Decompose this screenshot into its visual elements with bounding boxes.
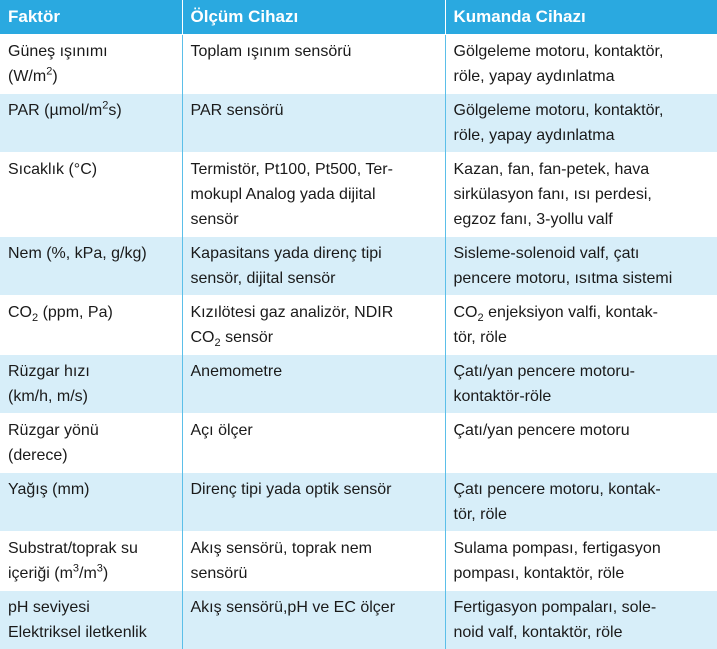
cell-text: PAR sensörü xyxy=(190,101,284,119)
cell-factor xyxy=(0,472,182,531)
cell-text: Gölgeleme motoru, kontaktör, xyxy=(453,42,664,60)
cell-control-device xyxy=(445,413,717,472)
cell-line xyxy=(454,64,710,89)
cell-text: Kazan, fan, fan-petek, hava xyxy=(453,160,650,178)
cell-line xyxy=(8,384,174,409)
cell-line xyxy=(454,241,710,266)
cell-line xyxy=(454,182,710,207)
cell-text: s) xyxy=(108,101,122,119)
cell-text: Nem (%, kPa, g/kg) xyxy=(8,244,147,262)
cell-line xyxy=(454,123,710,148)
cell-measurement-device xyxy=(182,152,445,236)
table-row xyxy=(0,590,717,649)
table-row xyxy=(0,413,717,472)
cell-line xyxy=(191,418,437,443)
cell-line xyxy=(191,157,437,182)
cell-line xyxy=(454,477,710,502)
cell-line xyxy=(8,595,174,620)
cell-control-device xyxy=(445,472,717,531)
cell-control-device xyxy=(445,354,717,413)
table-row xyxy=(0,152,717,236)
cell-text: Termistör, Pt100, Pt500, Ter- xyxy=(190,160,393,178)
cell-line xyxy=(191,561,437,586)
cell-text: pompası, kontaktör, röle xyxy=(453,564,625,582)
cell-measurement-device xyxy=(182,531,445,590)
cell-line xyxy=(454,359,710,384)
cell-line xyxy=(454,536,710,561)
cell-text: 2 xyxy=(102,99,109,112)
cell-line xyxy=(191,477,437,502)
cell-control-device xyxy=(445,531,717,590)
cell-text: sensör, dijital sensör xyxy=(190,269,336,287)
cell-line xyxy=(8,536,174,561)
cell-text: 3 xyxy=(96,562,103,575)
cell-control-device xyxy=(445,34,717,93)
cell-text: Çatı/yan pencere motoru- xyxy=(453,362,635,380)
table-row xyxy=(0,472,717,531)
cell-text: kontaktör-röle xyxy=(453,387,552,405)
table-row xyxy=(0,236,717,295)
cell-text: Akış sensörü,pH ve EC ölçer xyxy=(190,598,396,616)
cell-line xyxy=(191,39,437,64)
cell-line xyxy=(8,620,174,645)
cell-text: egzoz fanı, 3-yollu valf xyxy=(453,210,613,228)
cell-line xyxy=(454,266,710,291)
cell-text: Kapasitans yada direnç tipi xyxy=(190,244,382,262)
cell-measurement-device xyxy=(182,34,445,93)
cell-text: Çatı pencere motoru, kontak- xyxy=(453,480,661,498)
cell-text: 2 xyxy=(32,311,39,324)
cell-text: Çatı/yan pencere motoru xyxy=(453,421,630,439)
cell-text: Sulama pompası, fertigasyon xyxy=(453,539,661,557)
cell-text: pencere motoru, ısıtma sistemi xyxy=(453,269,673,287)
cell-text: CO xyxy=(453,303,478,321)
header-measurement-device: Ölçüm Cihazı xyxy=(182,0,445,34)
cell-line xyxy=(8,39,174,64)
cell-text: noid valf, kontaktör, röle xyxy=(453,623,623,641)
cell-line xyxy=(8,64,174,89)
cell-text: Toplam ışınım sensörü xyxy=(190,42,352,60)
table-row xyxy=(0,34,717,93)
cell-text: enjeksiyon valfi, kontak- xyxy=(483,303,658,321)
cell-line xyxy=(191,207,437,232)
cell-measurement-device xyxy=(182,93,445,152)
cell-text: Substrat/toprak su xyxy=(8,539,138,557)
cell-line xyxy=(191,266,437,291)
cell-control-device xyxy=(445,236,717,295)
cell-text: mokupl Analog yada dijital xyxy=(190,185,376,203)
cell-control-device xyxy=(445,295,717,354)
cell-line xyxy=(454,157,710,182)
cell-line xyxy=(191,536,437,561)
cell-text: içeriği (m xyxy=(8,564,73,582)
cell-text: Sıcaklık (°C) xyxy=(8,160,98,178)
cell-text: Rüzgar hızı xyxy=(8,362,90,380)
cell-text: Yağış (mm) xyxy=(8,480,90,498)
cell-factor xyxy=(0,590,182,649)
cell-text: (derece) xyxy=(8,446,68,464)
cell-line xyxy=(191,98,437,123)
cell-text: röle, yapay aydınlatma xyxy=(453,126,615,144)
cell-text: tör, röle xyxy=(453,328,507,346)
cell-factor xyxy=(0,354,182,413)
cell-line xyxy=(191,325,437,350)
cell-line xyxy=(454,384,710,409)
cell-text: 2 xyxy=(214,336,221,349)
cell-measurement-device xyxy=(182,590,445,649)
cell-text: Sisleme-solenoid valf, çatı xyxy=(453,244,640,262)
cell-text: CO xyxy=(8,303,32,321)
cell-measurement-device xyxy=(182,295,445,354)
cell-factor xyxy=(0,34,182,93)
cell-line xyxy=(8,98,174,123)
cell-line xyxy=(8,359,174,384)
cell-line xyxy=(454,620,710,645)
cell-text: Güneş ışınımı xyxy=(8,42,108,60)
table-row xyxy=(0,93,717,152)
cell-factor xyxy=(0,236,182,295)
cell-text: 2 xyxy=(477,311,484,324)
cell-text: CO xyxy=(190,328,215,346)
cell-line xyxy=(191,595,437,620)
table-header-row xyxy=(0,0,717,34)
cell-line xyxy=(8,443,174,468)
cell-line xyxy=(8,241,174,266)
cell-text: ) xyxy=(102,564,109,582)
cell-line xyxy=(454,595,710,620)
cell-factor xyxy=(0,413,182,472)
cell-text: pH seviyesi xyxy=(8,598,90,616)
cell-factor xyxy=(0,93,182,152)
cell-line xyxy=(454,418,710,443)
cell-line xyxy=(191,182,437,207)
cell-factor xyxy=(0,295,182,354)
cell-text: sensörü xyxy=(190,564,248,582)
cell-control-device xyxy=(445,152,717,236)
cell-line xyxy=(191,241,437,266)
header-control-device: Kumanda Cihazı xyxy=(453,6,586,26)
cell-line xyxy=(8,477,174,502)
cell-text: sirkülasyon fanı, ısı perdesi, xyxy=(453,185,652,203)
cell-text: (ppm, Pa) xyxy=(38,303,113,321)
cell-text: Akış sensörü, toprak nem xyxy=(190,539,372,557)
cell-factor xyxy=(0,152,182,236)
cell-text: /m xyxy=(79,564,97,582)
cell-measurement-device xyxy=(182,472,445,531)
cell-text: Anemometre xyxy=(190,362,283,380)
cell-line xyxy=(191,359,437,384)
cell-line xyxy=(454,39,710,64)
table-row xyxy=(0,295,717,354)
table-row xyxy=(0,531,717,590)
cell-control-device xyxy=(445,93,717,152)
cell-line xyxy=(454,207,710,232)
cell-line xyxy=(454,561,710,586)
cell-text: 3 xyxy=(72,562,80,575)
cell-line xyxy=(454,98,710,123)
cell-text: 2 xyxy=(46,65,53,78)
cell-line xyxy=(8,157,174,182)
cell-line xyxy=(454,502,710,527)
cell-text: (km/h, m/s) xyxy=(8,387,88,405)
cell-text: Rüzgar yönü xyxy=(8,421,99,439)
cell-line xyxy=(8,300,174,325)
cell-text: Kızılötesi gaz analizör, NDIR xyxy=(190,303,394,321)
cell-measurement-device xyxy=(182,354,445,413)
cell-text: röle, yapay aydınlatma xyxy=(453,67,615,85)
cell-text: tör, röle xyxy=(453,505,507,523)
cell-measurement-device xyxy=(182,236,445,295)
cell-text: Elektriksel iletkenlik xyxy=(8,623,147,641)
cell-line xyxy=(191,300,437,325)
header-factor: Faktör xyxy=(0,0,182,34)
cell-line xyxy=(8,418,174,443)
cell-control-device xyxy=(445,590,717,649)
cell-text: (W/m xyxy=(8,67,47,85)
cell-text: ) xyxy=(52,67,58,85)
cell-factor xyxy=(0,531,182,590)
cell-measurement-device xyxy=(182,413,445,472)
cell-line xyxy=(8,561,174,586)
cell-text: sensör xyxy=(190,210,239,228)
table-row xyxy=(0,354,717,413)
cell-text: Fertigasyon pompaları, sole- xyxy=(453,598,657,616)
cell-text: PAR (µmol/m xyxy=(8,101,103,119)
cell-line xyxy=(454,325,710,350)
cell-line xyxy=(454,300,710,325)
cell-text: Gölgeleme motoru, kontaktör, xyxy=(453,101,664,119)
cell-text: Açı ölçer xyxy=(190,421,253,439)
cell-text: sensör xyxy=(220,328,274,346)
cell-text: Direnç tipi yada optik sensör xyxy=(190,480,392,498)
